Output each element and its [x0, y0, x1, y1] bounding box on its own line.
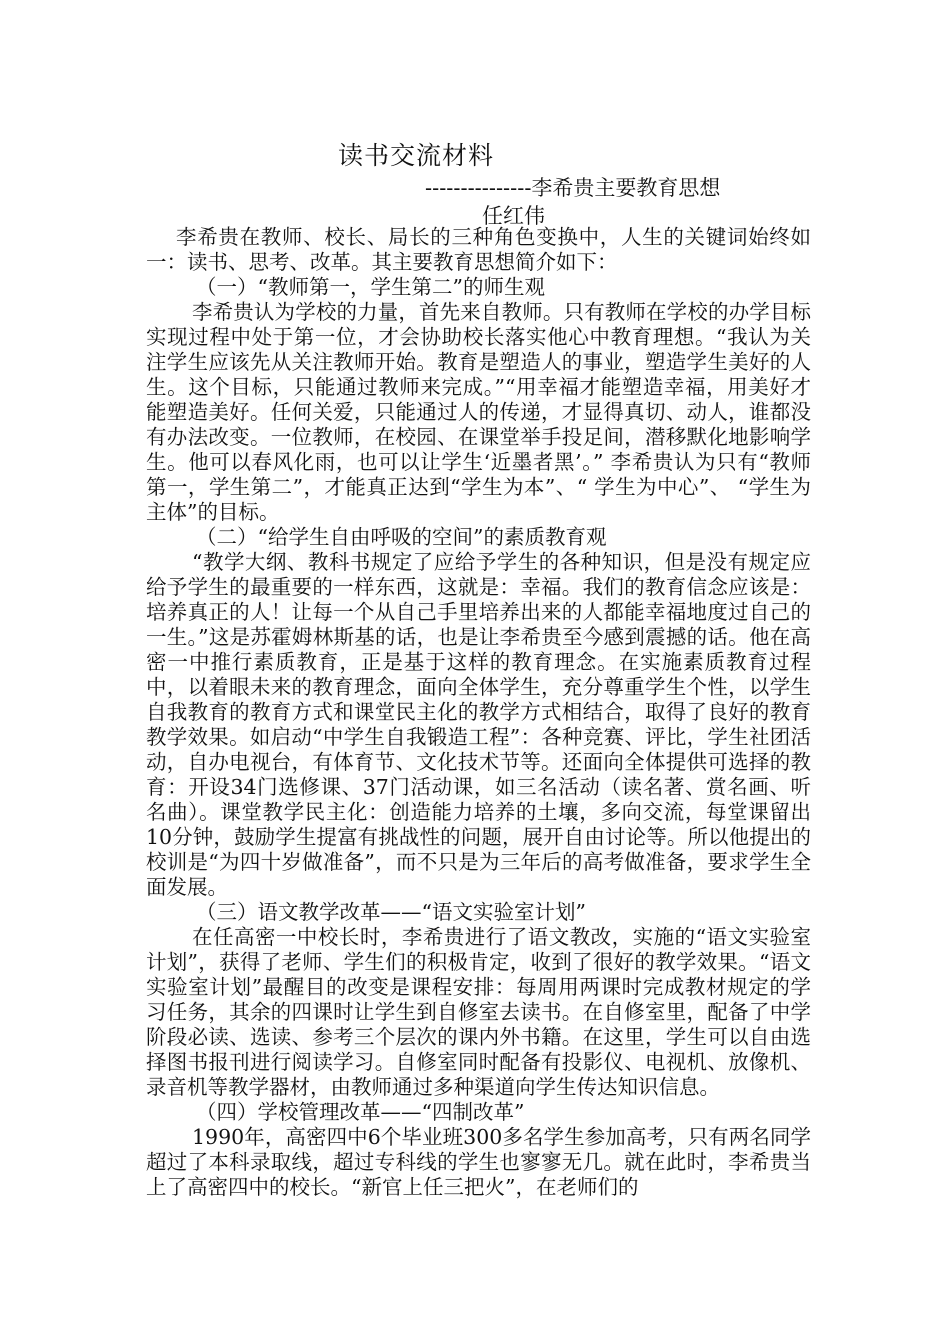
document-subtitle: ---------------李希贵主要教育思想	[425, 176, 721, 200]
section-heading-4: （四）学校管理改革——“四制改革”	[196, 1100, 525, 1124]
document-author: 任红伟	[482, 204, 545, 228]
section-heading-3: （三）语文教学改革——“语文实验室计划”	[196, 900, 586, 924]
section-1-paragraph: 李希贵认为学校的力量，首先来自教师。只有教师在学校的办学目标实现过程中处于第一位，才会协助校长落实他心中教育理想。“我认为关注学生应该先从关注教师开始。教育是塑造人的事业，塑造学生美好的人生。这个目标，只能通过教师来完成。”“用幸福才能塑造幸福，用美好才能塑造美好。任何关爱，只能通过人的传递，才显得真切、动人，谁都没有办法改变。一位教师，在校园、在课堂举手投足间，潜移默化地影响学生。他可以春风化雨，也可以让学生‘近墨者黑’。” 李希贵认为只有“教师第一，学生第二”，才能真正达到“学生为本”、“ 学生为中心”、 “学生为主体”的目标。	[146, 300, 811, 524]
section-4-paragraph: 1990年，高密四中6个毕业班300多名学生参加高考，只有两名同学超过了本科录取线，超过专科线的学生也寥寥无几。就在此时，李希贵当上了高密四中的校长。“新官上任三把火”，在老师们的	[146, 1125, 811, 1199]
document-title: 读书交流材料	[338, 141, 495, 170]
section-heading-2: （二）“给学生自由呼吸的空间”的素质教育观	[196, 525, 607, 549]
document-body	[146, 225, 811, 1200]
section-heading-1: （一）“教师第一，学生第二”的师生观	[196, 275, 545, 299]
section-2-paragraph: “教学大纲、教科书规定了应给予学生的各种知识，但是没有规定应给予学生的最重要的一样东西，这就是：幸福。我们的教育信念应该是：培养真正的人！让每一个从自己手里培养出来的人都能幸福地度过自己的一生。”这是苏霍姆林斯基的话，也是让李希贵至今感到震撼的话。他在高密一中推行素质教育，正是基于这样的教育理念。在实施素质教育过程中，以着眼未来的教育理念，面向全体学生，充分尊重学生个性，以学生自我教育的教育方式和课堂民主化的教学方式相结合，取得了良好的教育教学效果。如启动“中学生自我锻造工程”：各种竞赛、评比，学生社团活动，自办电视台，有体育节、文化技术节等。还面向全体提供可选择的教育：开设34门选修课、37门活动课，如三名活动（读名著、赏名画、听名曲）。课堂教学民主化：创造能力培养的土壤，多向交流，每堂课留出10分钟，鼓励学生提富有挑战性的问题，展开自由讨论等。所以他提出的校训是“为四十岁做准备”，而不只是为三年后的高考做准备，要求学生全面发展。	[146, 550, 811, 899]
intro-paragraph: 李希贵在教师、校长、局长的三种角色变换中，人生的关键词始终如一：读书、思考、改革。其主要教育思想简介如下：	[146, 225, 811, 274]
section-3-paragraph: 在任高密一中校长时，李希贵进行了语文教改，实施的“语文实验室计划”，获得了老师、学生们的积极肯定，收到了很好的教学效果。“语文实验室计划”最醒目的改变是课程安排：每周用两课时完成教材规定的学习任务，其余的四课时让学生到自修室去读书。在自修室里，配备了中学阶段必读、选读、参考三个层次的课内外书籍。在这里，学生可以自由选择图书报刊进行阅读学习。自修室同时配备有投影仪、电视机、放像机、录音机等教学器材，由教师通过多种渠道向学生传达知识信息。	[146, 925, 811, 1099]
